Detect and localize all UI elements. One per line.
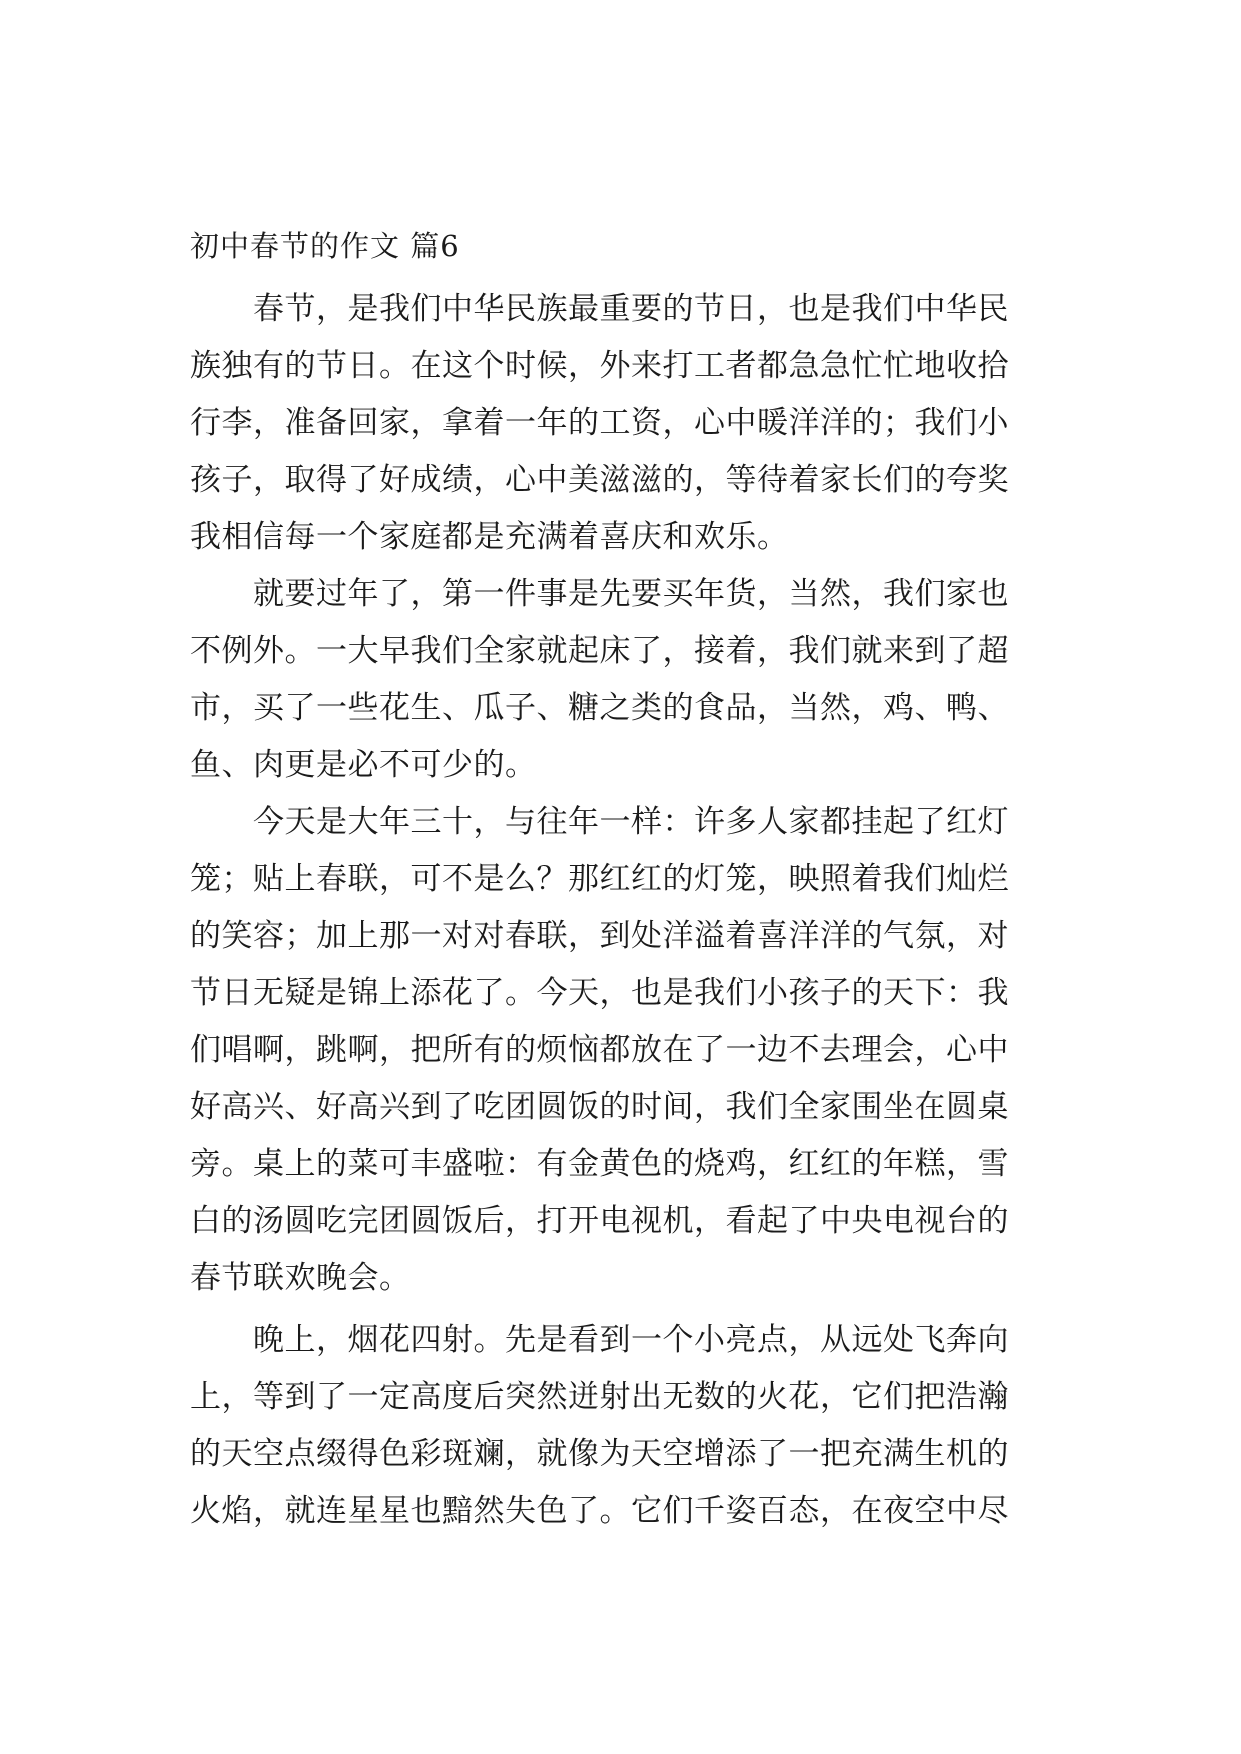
body-line: 不例外。一大早我们全家就起床了，接着，我们就来到了超	[190, 633, 1009, 669]
body-line: 族独有的节日。在这个时候，外来打工者都急急忙忙地收拾	[190, 348, 1009, 384]
body-line: 旁。桌上的菜可丰盛啦：有金黄色的烧鸡，红红的年糕，雪	[190, 1146, 1009, 1182]
body-line: 的笑容；加上那一对对春联，到处洋溢着喜洋洋的气氛，对	[190, 918, 1009, 954]
body-line: 火焰，就连星星也黯然失色了。它们千姿百态，在夜空中尽	[190, 1493, 1009, 1529]
body-line: 笼；贴上春联，可不是么？那红红的灯笼，映照着我们灿烂	[190, 861, 1009, 897]
body-line: 春节联欢晚会。	[190, 1260, 411, 1296]
body-line: 的天空点缀得色彩斑斓，就像为天空增添了一把充满生机的	[190, 1436, 1009, 1472]
body-line: 市，买了一些花生、瓜子、糖之类的食品，当然，鸡、鸭、	[190, 690, 1009, 726]
body-line: 今天是大年三十，与往年一样：许多人家都挂起了红灯	[253, 804, 1009, 840]
body-line: 节日无疑是锦上添花了。今天，也是我们小孩子的天下：我	[190, 975, 1009, 1011]
body-line: 鱼、肉更是必不可少的。	[190, 747, 537, 783]
body-line: 晚上，烟花四射。先是看到一个小亮点，从远处飞奔向	[253, 1322, 1009, 1358]
body-line: 行李，准备回家，拿着一年的工资，心中暖洋洋的；我们小	[190, 405, 1009, 441]
body-line: 们唱啊，跳啊，把所有的烦恼都放在了一边不去理会，心中	[190, 1032, 1009, 1068]
body-line: 我相信每一个家庭都是充满着喜庆和欢乐。	[190, 519, 789, 555]
body-line: 好高兴、好高兴到了吃团圆饭的时间，我们全家围坐在圆桌	[190, 1089, 1009, 1125]
body-line: 上，等到了一定高度后突然迸射出无数的火花，它们把浩瀚	[190, 1379, 1009, 1415]
body-line: 就要过年了，第一件事是先要买年货，当然，我们家也	[253, 576, 1009, 612]
body-line: 春节，是我们中华民族最重要的节日，也是我们中华民	[253, 291, 1009, 327]
body-line: 孩子，取得了好成绩，心中美滋滋的，等待着家长们的夸奖	[190, 462, 1009, 498]
document-title: 初中春节的作文 篇6	[190, 229, 460, 263]
body-line: 白的汤圆吃完团圆饭后，打开电视机，看起了中央电视台的	[190, 1203, 1009, 1239]
